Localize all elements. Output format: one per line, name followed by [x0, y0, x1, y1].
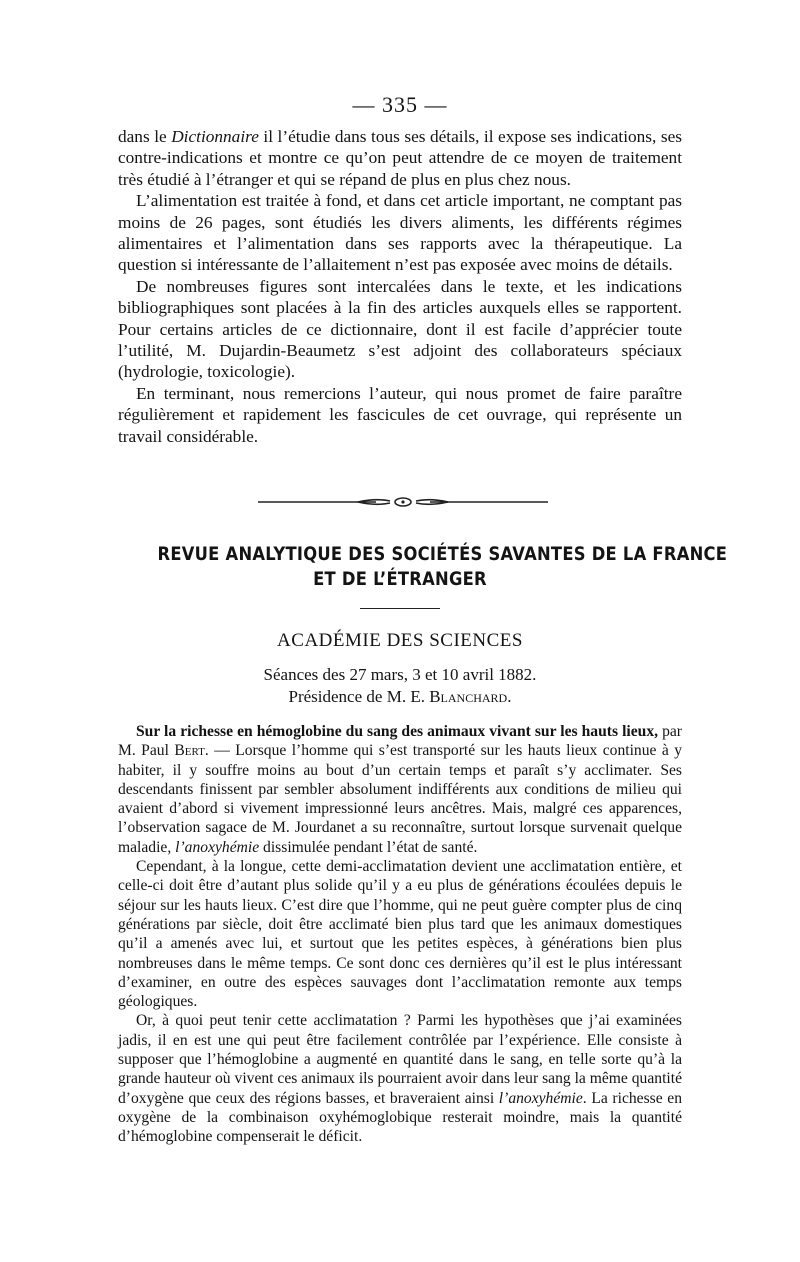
- text-run: par M. Paul: [118, 723, 683, 760]
- heading-line: REVUE ANALYTIQUE DES SOCIÉTÉS SAVANTES DE LA FRANCE: [157, 543, 728, 565]
- ornamental-divider: [258, 495, 548, 509]
- academy-name: ACADÉMIE DES SCIENCES: [277, 630, 523, 651]
- article-title: Sur la richesse en hémoglobine du sang des animaux vivant sur les hauts lieux,: [136, 723, 659, 740]
- paragraph: [118, 126, 682, 190]
- presidency: [118, 686, 682, 708]
- text-run: dans le: [118, 127, 172, 146]
- text-run: Or, à quoi peut tenir cette acclimatation ? Parmi les hypothèses que j’ai examinées jadis, il en est une qui peut être facilement contrôlée par l’expérience. Elle consiste à supposer que l’hémoglobine a augmenté en quantité dans le sang, en telle sorte qu’à la grande hauteur où vivent ces animaux ils pourraient avoir dans leur sang la même quantité d’oxygène que ceux des régions basses, et braveraient ainsi: [118, 1012, 682, 1107]
- page-number: — 335 —: [352, 92, 448, 117]
- article-body: [118, 722, 682, 1147]
- president-name: Blanchard: [429, 687, 508, 706]
- paragraph: De nombreuses figures sont intercalées dans le texte, et les indications bibliographiques sont placées à la fin des articles auxquels elles se rapportent. Pour certains articles de ce dictionnaire, dont il est facile d’apprécier toute l’utilité, M. Dujardin-Beaumetz s’est adjoint des collaborateurs spéciaux (hydrologie, toxicologie).: [118, 276, 682, 382]
- heading-line: ET DE L’ÉTRANGER: [313, 568, 487, 590]
- text-run: Présidence de M. E.: [288, 687, 430, 706]
- text-run: .: [507, 687, 512, 706]
- review-continuation: [118, 126, 682, 447]
- text-run: . La richesse en oxygène de la combinaison oxyhémoglobique resterait moindre, mais la quantité d’hémoglobine compenserait le déficit.: [118, 1089, 683, 1146]
- text-run: il l’étudie dans tous ses détails, il expose ses indications, ses contre-indications et montre ce qu’on peut attendre de ce moyen de traitement très étudié à l’étranger et qui se répand de plus en plus chez nous.: [118, 127, 682, 189]
- rule: [360, 608, 440, 609]
- paragraph: Cependant, à la longue, cette demi-acclimatation devient une acclimatation entière, et celle-ci doit être d’autant plus solide qu’il y a eu plus de générations écoulées depuis le séjour sur les hauts lieux. C’est dire que l’homme, qui ne peut guère compter plus de cinq générations par siècle, doit être acclimaté bien plus tard que les animaux domestiques qu’il a amenés avec lui, et surtout que les petites espèces, à générations bien plus nombreuses dans le même temps. Ce sont donc ces dernières qu’il est le plus intéressant d’examiner, en outre des espèces sauvages dont l’acclimatation remonte aux temps géologiques.: [118, 858, 682, 1011]
- text-run: . — Lorsque l’homme qui s’est transporté sur les hauts lieux continue à y habiter, il y souffre moins au bout d’un certain temps et paraît s’y acclimater. Ses descendants finissent par sembler absolument indifférents aux conditions de milieu qui avaient d’abord si vivement impressionné leurs ancêtres. Mais, malgré ces apparences, l’observation sagace de M. Jourdanet a su reconnaître, surtout lorsque survenait quelque maladie,: [118, 742, 682, 856]
- paragraph: En terminant, nous remercions l’auteur, qui nous promet de faire paraître régulièrement et rapidement les fascicules de cet ouvrage, qui représente un travail considérable.: [118, 383, 682, 446]
- section-heading: [157, 542, 728, 592]
- session-info: [118, 664, 682, 708]
- italic-title: Dictionnaire: [171, 127, 259, 146]
- paragraph: [118, 1011, 682, 1146]
- session-dates: Séances des 27 mars, 3 et 10 avril 1882.: [263, 665, 537, 684]
- italic-term: l’anoxyhémie: [175, 838, 260, 856]
- author-name: Bert: [174, 742, 205, 760]
- paragraph: [118, 722, 682, 857]
- paragraph: L’alimentation est traitée à fond, et dans cet article important, ne comptant pas moins de 26 pages, sont étudiés les divers aliments, les différents régimes alimentaires et l’alimentation dans ses rapports avec la thérapeutique. La question si intéressante de l’allaitement n’est pas exposée avec moins de détails.: [118, 191, 682, 275]
- text-run: dissimulée pendant l’état de santé.: [259, 838, 478, 856]
- italic-term: l’anoxyhémie: [498, 1089, 583, 1107]
